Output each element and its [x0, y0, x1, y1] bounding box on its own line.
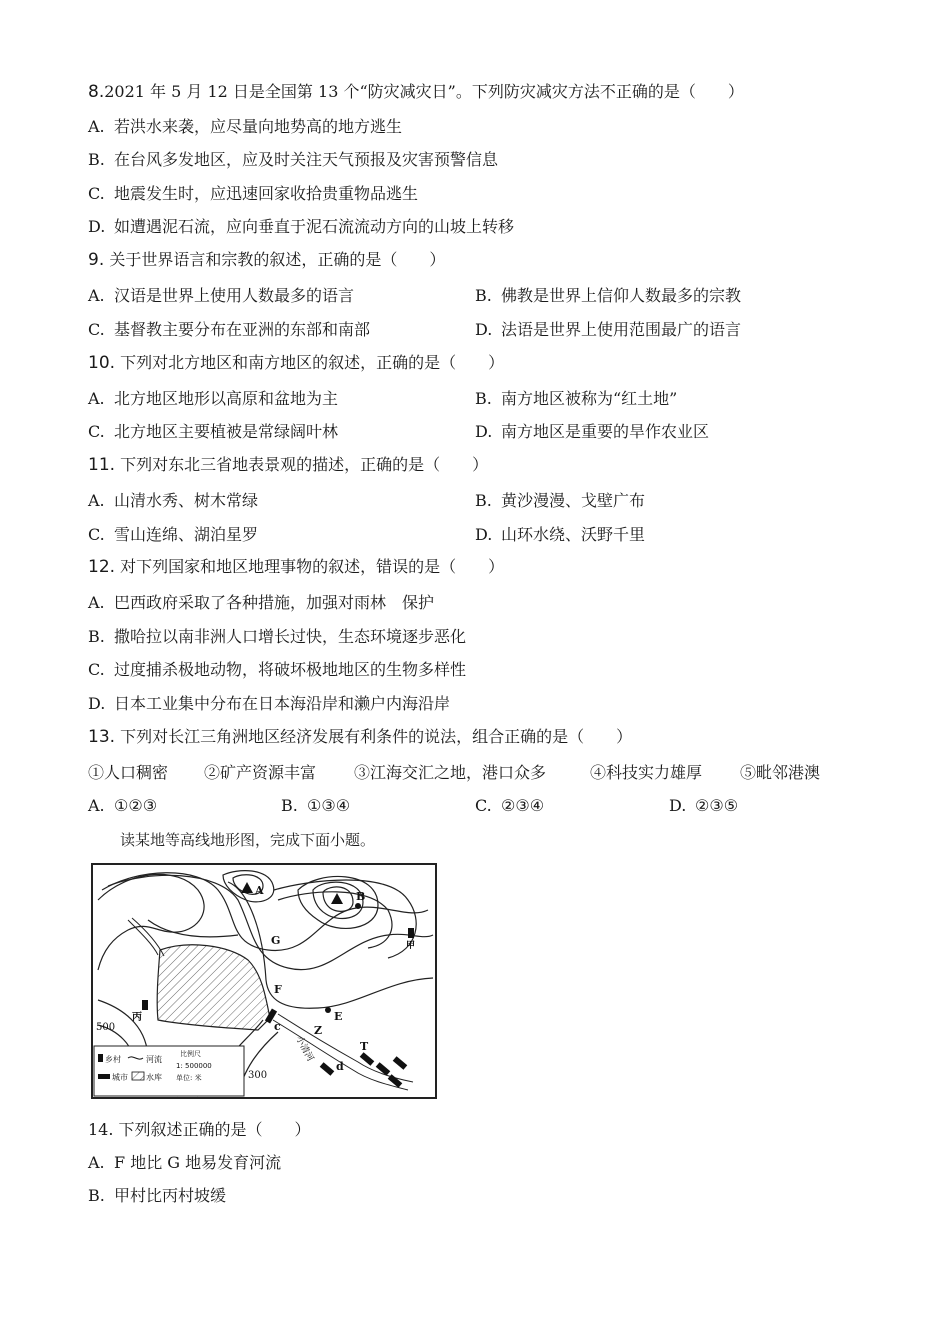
option-letter: A.	[88, 491, 105, 510]
option-text: 过度捕杀极地动物，将破坏极地地区的生物多样性	[114, 660, 467, 679]
q13-option-b	[281, 796, 350, 816]
q9-option-a	[88, 286, 354, 306]
q10-option-b	[475, 389, 677, 409]
option-letter: D.	[475, 525, 493, 544]
question-number: 13.	[88, 727, 116, 747]
map-label-b: B	[356, 890, 366, 903]
option-letter: B.	[281, 796, 298, 815]
option-letter: A.	[88, 1153, 105, 1172]
map-label-d: d	[336, 1060, 344, 1073]
map-label-bing: 丙	[132, 1012, 142, 1023]
q13-item-4: ④科技实力雄厚	[590, 763, 703, 782]
q10-option-a	[88, 389, 338, 409]
option-text: 地震发生时，应迅速回家收拾贵重物品逃生	[114, 184, 419, 203]
q12-option-c	[88, 660, 466, 680]
q13-option-c	[475, 796, 544, 816]
q11-option-c	[88, 525, 258, 545]
q9-option-c	[88, 320, 370, 340]
q9-option-d	[475, 320, 741, 340]
option-text: 山环水绕、沃野千里	[501, 525, 646, 544]
option-letter: D.	[88, 694, 106, 713]
question-text: 下列对东北三省地表景观的描述，正确的是（ ）	[120, 455, 489, 474]
option-text: 法语是世界上使用范围最广的语言	[501, 320, 742, 339]
option-letter: D.	[669, 796, 687, 815]
question-14-stem	[88, 1120, 311, 1140]
legend-river: 河流	[146, 1055, 162, 1064]
q14-option-a	[88, 1153, 281, 1173]
option-letter: A.	[88, 796, 105, 815]
map-label-e: E	[334, 1010, 343, 1023]
river-label: 小清河	[293, 1034, 315, 1064]
option-letter: C.	[88, 422, 105, 441]
question-number: 14.	[88, 1120, 114, 1139]
question-8-stem	[88, 82, 744, 102]
option-letter: C.	[88, 184, 105, 203]
legend-reservoir: 水库	[146, 1073, 162, 1082]
option-letter: B.	[475, 286, 492, 305]
question-number: 11.	[88, 455, 116, 475]
question-text: 下列叙述正确的是（ ）	[118, 1120, 311, 1139]
option-letter: C.	[475, 796, 492, 815]
option-text: 黄沙漫漫、戈壁广布	[501, 491, 646, 510]
question-number: 9.	[88, 250, 105, 270]
option-text: 甲村比丙村坡缓	[114, 1186, 227, 1205]
map-label-jia: 甲	[406, 941, 416, 951]
map-label-a: A	[255, 884, 264, 897]
option-letter: B.	[475, 389, 492, 408]
option-text: 汉语是世界上使用人数最多的语言	[114, 286, 355, 305]
q8-option-d	[88, 217, 514, 237]
q13-item-3: ③江海交汇之地，港口众多	[354, 763, 547, 782]
map-label-g: G	[271, 934, 281, 947]
option-text: 山清水秀、树木常绿	[114, 491, 259, 510]
option-text: 基督教主要分布在亚洲的东部和南部	[114, 320, 371, 339]
q12-option-a	[88, 593, 434, 613]
legend-city: 城市	[112, 1073, 128, 1082]
q13-option-a	[88, 796, 157, 816]
q11-option-b	[475, 491, 645, 511]
q13-item-1: ①人口稠密	[88, 763, 169, 782]
option-letter: C.	[88, 660, 105, 679]
option-letter: A.	[88, 286, 105, 305]
option-text: 北方地区地形以高原和盆地为主	[114, 389, 339, 408]
option-text: ②③⑤	[695, 796, 739, 815]
q10-option-d	[475, 422, 709, 442]
question-number: 10.	[88, 353, 116, 373]
option-text: 在台风多发地区，应及时关注天气预报及灾害预警信息	[114, 150, 499, 169]
question-text: 下列对长江三角洲地区经济发展有利条件的说法，组合正确的是（ ）	[120, 727, 633, 746]
map-label-z: Z	[314, 1024, 323, 1037]
contour-label-300: 300	[248, 1070, 268, 1081]
q9-option-b	[475, 286, 741, 306]
question-text: 对下列国家和地区地理事物的叙述，错误的是（ ）	[120, 557, 505, 576]
option-text: ②③④	[501, 796, 545, 815]
option-text: 日本工业集中分布在日本海沿岸和濑户内海沿岸	[114, 694, 451, 713]
option-text: F 地比 G 地易发育河流	[114, 1153, 282, 1172]
map-label-t: T	[360, 1040, 369, 1053]
option-letter: B.	[88, 627, 105, 646]
q12-option-d	[88, 694, 450, 714]
option-text: 佛教是世界上信仰人数最多的宗教	[501, 286, 742, 305]
legend-unit: 单位: 米	[176, 1074, 202, 1082]
question-10-stem	[88, 353, 504, 373]
option-letter: B.	[475, 491, 492, 510]
option-text: 巴西政府采取了各种措施，加强对雨林 保护	[114, 593, 435, 612]
map-intro: 读某地等高线地形图，完成下面小题。	[120, 831, 376, 849]
q12-option-b	[88, 627, 466, 647]
option-letter: A.	[88, 593, 105, 612]
question-9-stem	[88, 250, 445, 270]
q8-option-b	[88, 150, 498, 170]
legend-scale: 1: 500000	[176, 1062, 212, 1070]
contour-label-500: 500	[96, 1022, 116, 1033]
option-text: ①③④	[307, 796, 351, 815]
q11-option-a	[88, 491, 258, 511]
question-12-stem	[88, 557, 504, 577]
option-text: 南方地区是重要的旱作农业区	[501, 422, 710, 441]
legend-scale-title: 比例尺	[180, 1050, 201, 1058]
q13-item-2: ②矿产资源丰富	[204, 763, 317, 782]
map-label-c: c	[274, 1020, 281, 1033]
question-text: 下列对北方地区和南方地区的叙述，正确的是（ ）	[120, 353, 505, 372]
q11-option-d	[475, 525, 645, 545]
option-text: 如遭遇泥石流，应向垂直于泥石流流动方向的山坡上转移	[114, 217, 515, 236]
q10-option-c	[88, 422, 338, 442]
question-text: 2021 年 5 月 12 日是全国第 13 个“防灾减灾日”。下列防灾减灾方法不正确的是（ ）	[104, 82, 744, 101]
option-text: 雪山连绵、湖泊星罗	[114, 525, 259, 544]
option-letter: B.	[88, 1186, 105, 1205]
question-number: 12.	[88, 557, 116, 577]
map-label-f: F	[274, 983, 282, 996]
q14-option-b	[88, 1186, 226, 1206]
q8-option-c	[88, 184, 418, 204]
option-letter: D.	[475, 422, 493, 441]
question-11-stem	[88, 455, 488, 475]
option-letter: B.	[88, 150, 105, 169]
option-letter: D.	[475, 320, 493, 339]
contour-map	[88, 860, 440, 1104]
option-letter: C.	[88, 525, 105, 544]
map-legend	[94, 1046, 244, 1096]
option-letter: D.	[88, 217, 106, 236]
option-text: ①②③	[114, 796, 158, 815]
question-number: 8.	[88, 82, 105, 102]
option-text: 北方地区主要植被是常绿阔叶林	[114, 422, 339, 441]
question-text: 关于世界语言和宗教的叙述，正确的是（ ）	[109, 250, 446, 269]
option-letter: A.	[88, 117, 105, 136]
legend-village: 乡村	[105, 1055, 121, 1064]
q8-option-a	[88, 117, 402, 137]
option-text: 撒哈拉以南非洲人口增长过快，生态环境逐步恶化	[114, 627, 467, 646]
q13-option-d	[669, 796, 738, 816]
option-letter: A.	[88, 389, 105, 408]
q13-item-5: ⑤毗邻港澳	[740, 763, 821, 782]
question-13-stem	[88, 727, 632, 747]
option-letter: C.	[88, 320, 105, 339]
option-text: 若洪水来袭，应尽量向地势高的地方逃生	[114, 117, 403, 136]
option-text: 南方地区被称为“红土地”	[501, 389, 678, 408]
